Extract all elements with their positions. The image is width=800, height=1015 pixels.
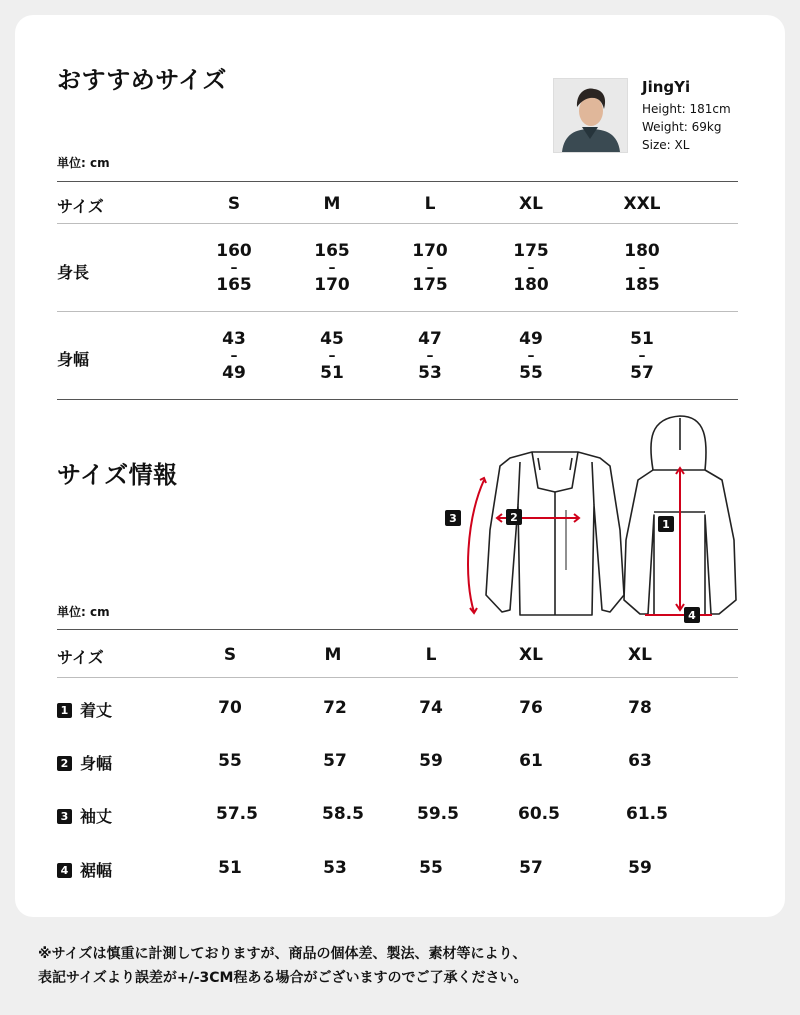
svg-text:4: 4 (688, 609, 696, 622)
value-cell: 53 (323, 858, 347, 878)
header-m: M (323, 194, 341, 214)
header-xxl: XXL (623, 194, 661, 214)
row-label-sleeve: 3 袖丈 (57, 804, 112, 827)
range-cell: 170 – 175 (412, 241, 448, 295)
row-label-width: 身幅 (57, 350, 90, 369)
svg-text:3: 3 (449, 512, 457, 525)
value-cell: 63 (628, 751, 652, 771)
value-cell: 57.5 (216, 804, 258, 824)
value-cell: 55 (218, 751, 242, 771)
value-cell: 61 (519, 751, 543, 771)
divider (57, 223, 738, 224)
jacket-front-icon (486, 452, 624, 615)
row-label-chest: 2 身幅 (57, 751, 112, 774)
range-cell: 45 – 51 (320, 329, 344, 383)
divider (57, 629, 738, 630)
value-cell: 60.5 (518, 804, 560, 824)
divider (57, 181, 738, 182)
header-s: S (227, 194, 241, 214)
value-cell: 59 (419, 751, 443, 771)
model-name: JingYi (642, 78, 691, 96)
disclaimer-note (38, 942, 527, 990)
range-cell: 51 – 57 (630, 329, 654, 383)
value-cell: 51 (218, 858, 242, 878)
range-cell: 175 – 180 (513, 241, 549, 295)
value-cell: 74 (419, 698, 443, 718)
size-info-unit: 単位: cm (57, 605, 110, 619)
jacket-diagram (440, 410, 750, 625)
header-size-label: サイズ (57, 648, 104, 667)
row-label-length: 1 着丈 (57, 698, 112, 721)
value-cell: 70 (218, 698, 242, 718)
note-line-1: ※サイズは慎重に計測しておりますが、商品の個体差、製法、素材等により、 (38, 946, 527, 962)
size-info-title: サイズ情報 (57, 461, 178, 489)
value-cell: 57 (519, 858, 543, 878)
header-xl: XL (519, 645, 543, 665)
divider (57, 677, 738, 678)
model-photo (553, 78, 628, 153)
header-m: M (324, 645, 342, 665)
row-label-hem: 4 裾幅 (57, 858, 112, 881)
header-l: L (425, 645, 437, 665)
recommended-unit: 単位: cm (57, 156, 110, 170)
range-cell: 180 – 185 (624, 241, 660, 295)
value-cell: 55 (419, 858, 443, 878)
value-cell: 59.5 (417, 804, 459, 824)
header-s: S (223, 645, 237, 665)
range-cell: 49 – 55 (519, 329, 543, 383)
range-cell: 47 – 53 (418, 329, 442, 383)
range-cell: 165 – 170 (314, 241, 350, 295)
header-xl: XL (519, 194, 543, 214)
model-size: Size: XL (642, 138, 690, 152)
model-height: Height: 181cm (642, 102, 731, 116)
range-cell: 160 – 165 (216, 241, 252, 295)
divider (57, 399, 738, 400)
value-cell: 59 (628, 858, 652, 878)
value-cell: 58.5 (322, 804, 364, 824)
svg-text:1: 1 (662, 518, 670, 531)
recommended-title: おすすめサイズ (57, 66, 227, 94)
model-weight: Weight: 69kg (642, 120, 722, 134)
value-cell: 61.5 (626, 804, 668, 824)
range-cell: 43 – 49 (222, 329, 246, 383)
header-xl-2: XL (628, 645, 652, 665)
note-line-2: 表記サイズより誤差が+/-3CM程ある場合がございますのでご了承ください。 (38, 970, 528, 986)
value-cell: 76 (519, 698, 543, 718)
value-cell: 72 (323, 698, 347, 718)
svg-text:2: 2 (510, 511, 518, 524)
row-label-height: 身長 (57, 263, 90, 282)
header-size-label: サイズ (57, 197, 104, 216)
header-l: L (424, 194, 436, 214)
model-info (642, 78, 731, 154)
value-cell: 57 (323, 751, 347, 771)
value-cell: 78 (628, 698, 652, 718)
divider (57, 311, 738, 312)
